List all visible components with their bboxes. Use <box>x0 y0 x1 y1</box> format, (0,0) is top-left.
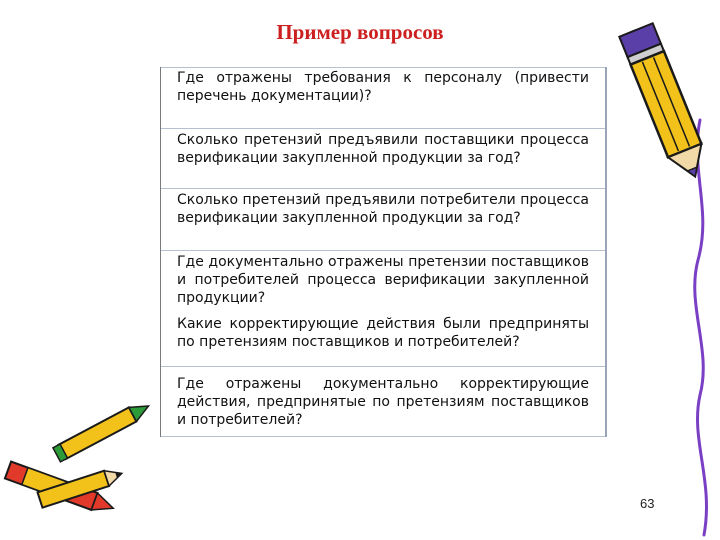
page-number: 63 <box>640 496 655 511</box>
question-row: Какие корректирующие действия были предприняты по претензиям поставщиков и потребителей? <box>161 313 597 367</box>
slide-title: Пример вопросов <box>276 20 444 44</box>
question-row: Где отражены требования к персоналу (привести перечень документации)? <box>161 67 597 129</box>
squiggle-line <box>695 120 707 535</box>
pencil-icon <box>619 23 712 183</box>
question-row: Сколько претензий предъявили поставщики процесса верификации закупленной продукции за год? <box>161 129 597 189</box>
question-row: Где отражены документально корректирующие действия, предпринятые по претензиям поставщиков и потребителей? <box>161 367 597 437</box>
question-row: Сколько претензий предъявили потребители процесса верификации закупленной продукции за год? <box>161 189 597 251</box>
crayons-icon <box>5 399 152 517</box>
question-row: Где документально отражены претензии поставщиков и потребителей процесса верификации закупленной продукции? <box>177 254 589 306</box>
